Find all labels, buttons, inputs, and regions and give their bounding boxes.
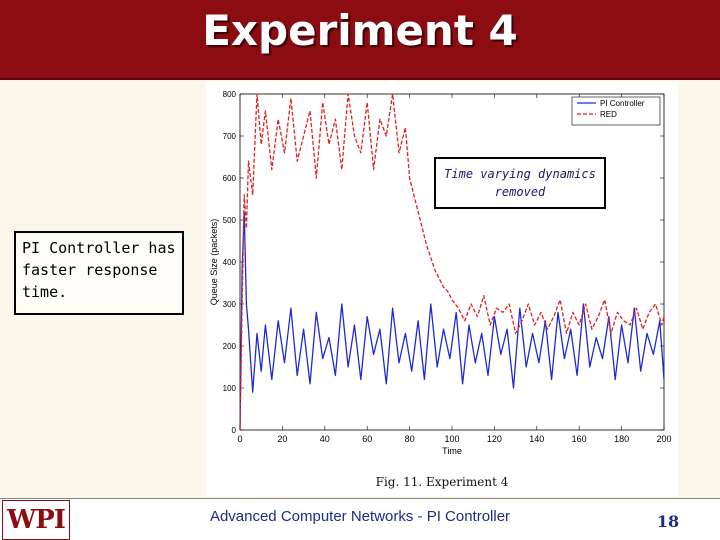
x-tick-label: 160 (571, 434, 587, 444)
footer-divider (0, 498, 720, 499)
slide-title: Experiment 4 (202, 6, 518, 55)
x-tick-label: 100 (444, 434, 460, 444)
figure-caption: Fig. 11. Experiment 4 (375, 475, 509, 489)
figure (206, 82, 678, 496)
y-tick-label: 400 (222, 258, 236, 267)
x-tick-label: 20 (277, 434, 288, 444)
y-tick-label: 300 (222, 300, 236, 309)
callout-time-varying (434, 157, 606, 209)
x-axis-label: Time (442, 446, 462, 456)
footer-title: Advanced Computer Networks - PI Controller (209, 508, 511, 525)
y-tick-label: 100 (222, 384, 236, 393)
y-tick-label: 600 (222, 174, 236, 183)
x-tick-label: 120 (486, 434, 502, 444)
y-tick-label: 200 (222, 342, 236, 351)
wpi-logo: WPI (2, 500, 70, 540)
page-number: 18 (656, 512, 680, 531)
x-tick-label: 0 (237, 434, 243, 444)
x-tick-label: 140 (529, 434, 545, 444)
title-bar (0, 0, 720, 78)
x-tick-label: 60 (362, 434, 373, 444)
queue-size-chart (206, 82, 678, 472)
callout-time-text: Time varying dynamics removed (444, 167, 596, 199)
y-tick-label: 800 (222, 90, 236, 99)
y-axis-label: Queue Size (packets) (209, 218, 219, 306)
legend-label: RED (600, 110, 617, 119)
callout-pi-text: PI Controller has faster response time. (22, 239, 176, 301)
callout-pi-controller (14, 231, 184, 315)
x-tick-label: 200 (656, 434, 672, 444)
y-tick-label: 500 (222, 216, 236, 225)
plot-frame (240, 94, 664, 430)
x-tick-label: 80 (404, 434, 415, 444)
x-tick-label: 180 (614, 434, 630, 444)
y-tick-label: 0 (231, 426, 236, 435)
y-tick-label: 700 (222, 132, 236, 141)
x-tick-label: 40 (319, 434, 330, 444)
legend-label: PI Controller (600, 99, 645, 108)
